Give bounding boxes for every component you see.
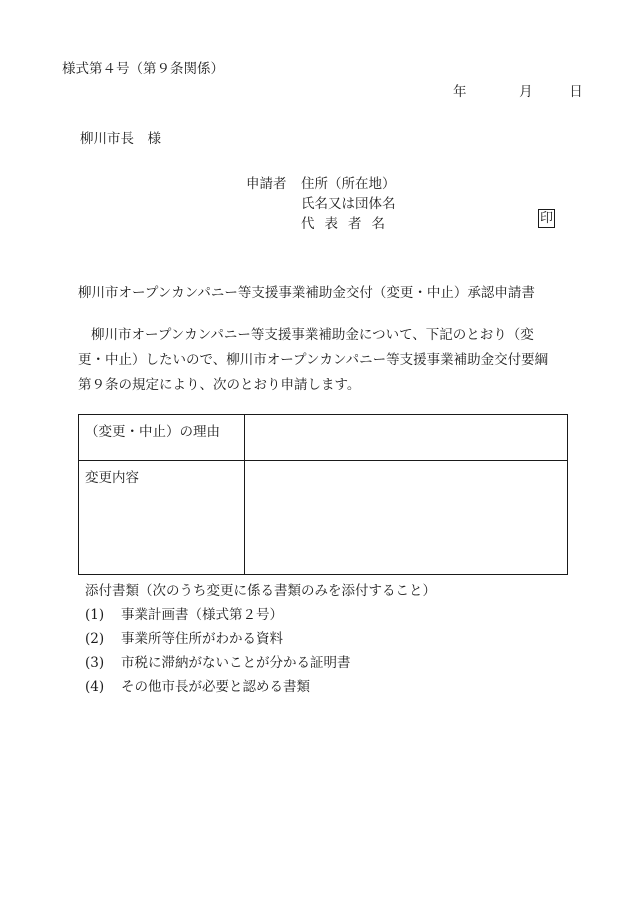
date-day-label: 日: [569, 84, 583, 100]
body-paragraph: 柳川市オープンカンパニー等支援事業補助金について、下記のとおり（変更・中止）したいので、柳川市オープンカンパニー等支援事業補助金交付要綱第９条の規定により、次のとおり申請します。: [78, 327, 549, 393]
applicant-role-label: 申請者: [246, 176, 287, 192]
attachment-number: (2): [85, 631, 105, 647]
applicant-name-label: 氏名又は団体名: [301, 196, 396, 212]
applicant-representative-label: 代表者名: [301, 216, 395, 232]
list-item: [85, 651, 351, 671]
attachment-number: (1): [85, 607, 105, 623]
attachment-text: 市税に滞納がないことが分かる証明書: [121, 655, 351, 671]
attachment-number: (4): [85, 679, 105, 695]
date-year-label: 年: [453, 84, 467, 100]
change-details-label: 変更内容: [79, 461, 245, 575]
application-table: [78, 414, 568, 575]
attachment-text: その他市長が必要と認める書類: [121, 679, 310, 695]
attachments-heading: 添付書類（次のうち変更に係る書類のみを添付すること）: [85, 583, 436, 599]
table-row: [79, 415, 568, 461]
date-line: [453, 80, 583, 100]
form-number: 様式第４号（第９条関係）: [62, 61, 224, 77]
applicant-address-label: 住所（所在地）: [301, 176, 396, 192]
list-item: [85, 603, 283, 623]
list-item: [85, 627, 283, 647]
reason-value-cell[interactable]: [245, 415, 568, 461]
document-title: 柳川市オープンカンパニー等支援事業補助金交付（変更・中止）承認申請書: [78, 285, 535, 301]
attachment-text: 事業計画書（様式第２号）: [121, 607, 283, 623]
attachment-text: 事業所等住所がわかる資料: [121, 631, 283, 647]
attachment-number: (3): [85, 655, 105, 671]
change-details-value-cell[interactable]: [245, 461, 568, 575]
list-item: [85, 675, 310, 695]
reason-label: （変更・中止）の理由: [79, 415, 245, 461]
date-month-label: 月: [519, 84, 533, 100]
seal-mark: 印: [540, 211, 554, 226]
addressee: 柳川市長 様: [80, 131, 161, 147]
table-row: [79, 461, 568, 575]
